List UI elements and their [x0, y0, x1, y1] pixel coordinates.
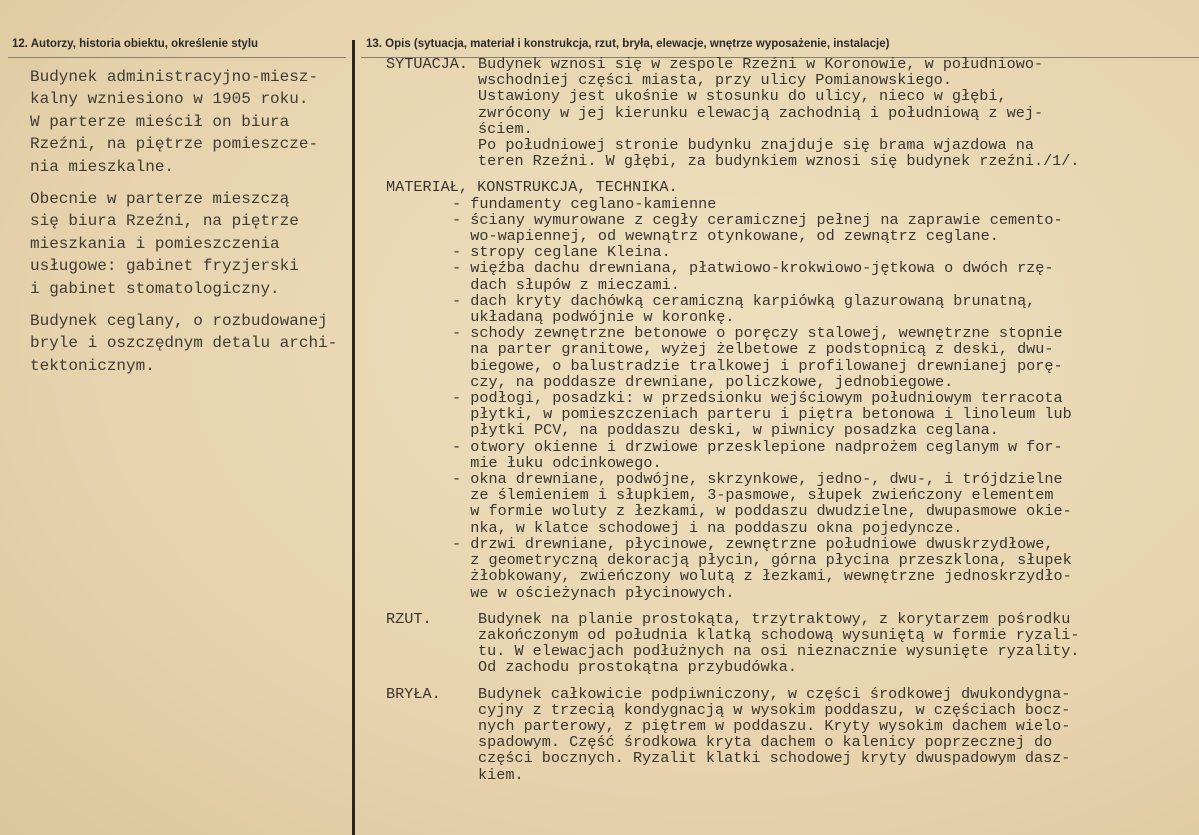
list-item: - otwory okienne i drzwiowe przesklepione nadprożem ceglanym w for- mie łuku odcinkowego.	[452, 437, 1063, 472]
history-paragraph: Budynek administracyjno-miesz- kalny wzniesiono w 1905 roku. W parterze mieścił on biura Rzeźni, na piętrze pomieszcze- nia mieszkalne.	[30, 68, 319, 176]
list-item: - podłogi, posadzki: w przedsionku wejściowym południowym terracota płytki, w pomieszczeniach parteru i piętra betonowa i linoleum lub płytki PCV, na poddaszu deski, w piwnicy posadzka ceglana.	[452, 389, 1072, 440]
section-label: BRYŁA.	[386, 684, 441, 703]
section-bryla	[386, 686, 1186, 783]
list-item: - fundamenty ceglano-kamienne	[452, 194, 717, 213]
list-item: - ściany wymurowane z cegły ceramicznej pełnej na zaprawie cemento- wo-wapiennej, od wewnątrz otynkowane, od zewnątrz ceglane.	[452, 210, 1063, 246]
list-item: - stropy ceglane Kleina.	[452, 243, 671, 262]
field-12-header: 12. Autorzy, historia obiektu, określenie stylu	[12, 38, 259, 50]
section-rzut	[386, 611, 1186, 676]
header-rule-left	[8, 57, 346, 58]
list-item: - schody zewnętrzne betonowe o poręczy stalowej, wewnętrzne stopnie na parter granitowe, wyżej żelbetowe z podstopnicą z deski, dwu- biegowe, o balustradzie tralkowej i profilowanej drewnianej porę- czy, na poddasze drewniane, policzkowe, jednobiegowe.	[452, 324, 1063, 391]
history-paragraph: Budynek ceglany, o rozbudowanej bryle i oszczędnym detalu archi- tektonicznym.	[30, 312, 338, 375]
section-material	[386, 179, 1186, 600]
section-text: Budynek wznosi się w zespole Rzeźni w Koronowie, w południowo- wschodniej części miasta, przy ulicy Pomianowskiego. Ustawiony jest ukośnie w stosunku do ulicy, nieco w głębi, zwrócony w jej kierunku elewacją zachodnią i południową z wej- ściem. Po południowej stronie budynku znajduje się brama wjazdowa na teren Rzeźni. W głębi, za budynkiem wznosi się budynek rzeźni./1/.	[478, 55, 1080, 171]
field-13-header: 13. Opis (sytuacja, materiał i konstrukcja, rzut, bryła, elewacje, wnętrze wyposażenie, instalacje)	[366, 38, 890, 50]
list-item: - drzwi drewniane, płycinowe, zewnętrzne południowe dwuskrzydłowe, z geometryczną dekoracją płycin, górna płycina przeszklona, słupek żłobkowany, zwieńczony wolutą z łezkami, wewnętrzne jednoskrzydło- we w ościeżynach płycinowych.	[452, 534, 1072, 602]
section-label: RZUT.	[386, 609, 432, 628]
description-column	[386, 56, 1186, 783]
history-paragraph: Obecnie w parterze mieszczą się biura Rzeźni, na piętrze mieszkania i pomieszczenia usługowe: gabinet fryzjerski i gabinet stomatologiczny.	[30, 190, 299, 298]
section-text: Budynek całkowicie podpiwniczony, w części środkowej dwukondygna- cyjny z trzecią kondygnacją w wysokim poddaszu, w częściach bocz- nych parterowy, z piętrem w poddaszu. Kryty wysokim dachem wielo- spadowym. Część środkowa kryta dachem o kalenicy poprzecznej do części bocznych. Ryzalit klatki schodowej kryty dwuspadowym dasz- kiem.	[478, 684, 1071, 784]
list-item: - dach kryty dachówką ceramiczną karpiówką glazurowaną brunatną, układaną podwójnie w koronkę.	[452, 291, 1036, 327]
section-label: SYTUACJA.	[386, 55, 469, 73]
list-item: - więźba dachu drewniana, płatwiowo-krokwiowo-jętkowa o dwóch rzę- dach słupów z mieczami.	[452, 259, 1054, 294]
list-item: - okna drewniane, podwójne, skrzynkowe, jedno-, dwu-, i trójdzielne ze ślemieniem i słupkiem, 3-pasmowe, słupek zwieńczony elementem w formie woluty z łezkami, w poddaszu dwudzielne, dwupasmowe okie- nka, w klatce schodowej i na poddaszu okna pojedyncze.	[452, 470, 1072, 537]
section-label: MATERIAŁ, KONSTRUKCJA, TECHNIKA.	[386, 178, 678, 197]
section-sytuacja	[386, 56, 1186, 169]
column-divider	[352, 40, 355, 835]
section-text: Budynek na planie prostokąta, trzytraktowy, z korytarzem pośrodku zakończonym od południa klatką schodową wysuniętą w formie ryzali- tu. W elewacjach podłużnych na osi nieznacznie wysunięte ryzality. Od zachodu prostokątna przybudówka.	[478, 609, 1080, 677]
history-column	[30, 66, 350, 377]
